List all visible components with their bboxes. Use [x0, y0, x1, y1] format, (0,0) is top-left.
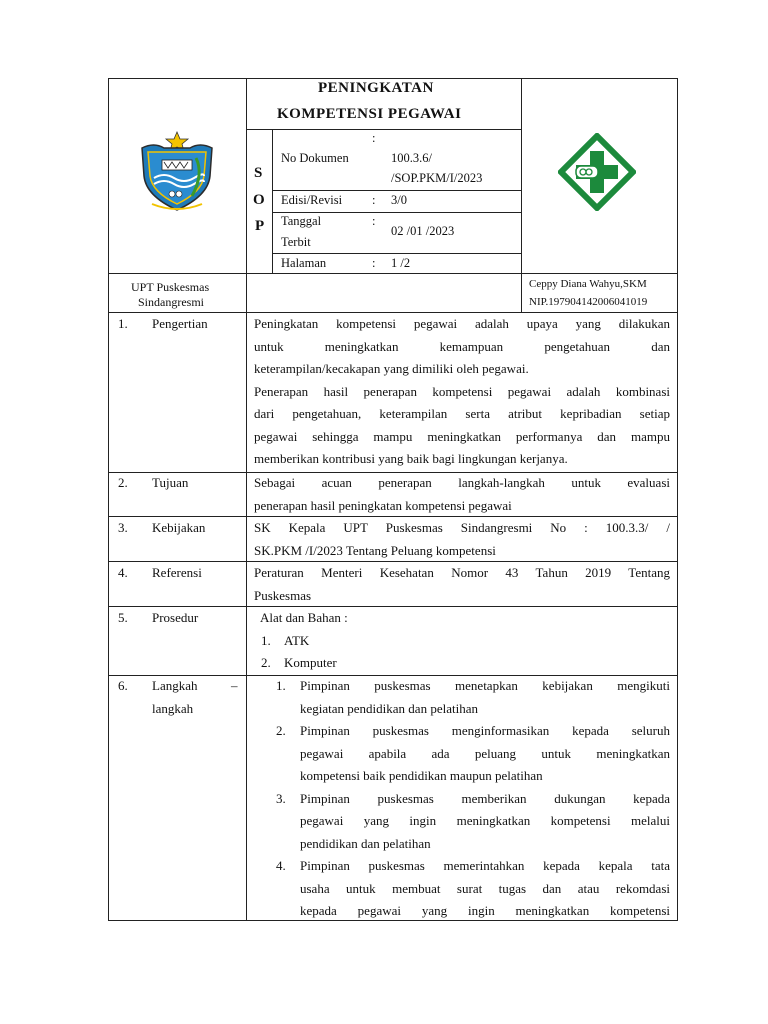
- text-line: Pimpinan puskesmas menetapkan kebijakan mengikuti: [300, 678, 670, 693]
- divider: [246, 78, 247, 921]
- divider: [521, 78, 522, 312]
- text-line: Sebagai acuan penerapan langkah-langkah untuk evaluasi: [254, 475, 670, 490]
- list-item-number: 2.: [261, 655, 271, 670]
- signer-name: Ceppy Diana Wahyu,SKM: [529, 278, 647, 290]
- divider: [272, 253, 522, 254]
- divider: [108, 273, 678, 274]
- section-label: Kebijakan: [152, 520, 206, 535]
- regional-emblem-logo: [134, 128, 220, 214]
- section-number: 6.: [118, 678, 128, 693]
- section-number: 5.: [118, 610, 128, 625]
- section-label: Tujuan: [152, 475, 189, 490]
- text-line: dari pengetahuan, keterampilan serta atribut kepribadian setiap: [254, 406, 670, 421]
- pengertian-text: [254, 313, 670, 471]
- no-dokumen-colon-top: :: [372, 131, 376, 145]
- halaman-label: Halaman: [281, 256, 327, 270]
- step-item: [274, 788, 670, 856]
- step-item: [274, 675, 670, 720]
- shield-emblem-icon: [134, 128, 220, 214]
- step-item: [274, 720, 670, 788]
- document-title-line2: KOMPETENSI PEGAWAI: [277, 106, 462, 122]
- tanggal-colon: :: [372, 214, 376, 228]
- signer-nip: NIP.197904142006041019: [529, 296, 648, 308]
- section-number: 4.: [118, 565, 128, 580]
- section-number: 3.: [118, 520, 128, 535]
- section-number: 1.: [118, 316, 128, 331]
- table-border-left: [108, 78, 109, 921]
- step-item: [274, 855, 670, 923]
- text-line: Peraturan Menteri Kesehatan Nomor 43 Tahun 2019 Tentang: [254, 565, 670, 580]
- text-line: keterampilan/kecakapan yang dimiliki oleh pegawai.: [254, 361, 529, 376]
- text-line: kompetensi baik pendidikan maupun pelatihan: [300, 768, 543, 783]
- section-label: Referensi: [152, 565, 202, 580]
- text-line: Peningkatan kompetensi pegawai adalah upaya yang dilakukan: [254, 316, 670, 331]
- text-line: Pimpinan puskesmas memerintahkan kepada kepala tata: [300, 858, 670, 873]
- sop-letter-o: O: [253, 192, 265, 208]
- langkah-steps: [274, 675, 670, 923]
- puskesmas-logo: [558, 133, 636, 211]
- text-line: SK.PKM /I/2023 Tentang Peluang kompetensi: [254, 542, 496, 558]
- puskesmas-cross-icon: [558, 133, 636, 211]
- text-line: untuk meningkatkan kemampuan pengetahuan dan: [254, 338, 670, 354]
- text-line: usaha untuk membuat surat tugas dan atau rekomdasi: [300, 880, 670, 896]
- no-dokumen-value-1: 100.3.6/: [391, 151, 432, 165]
- step-number: 2.: [276, 723, 286, 738]
- divider: [272, 190, 522, 191]
- section-label-line1: Langkah: [152, 678, 198, 693]
- text-line: penerapan hasil peningkatan kompetensi pegawai: [254, 497, 512, 513]
- halaman-value: 1 /2: [391, 256, 411, 270]
- edisi-value: 3/0: [391, 193, 407, 207]
- text-line: pendidikan dan pelatihan: [300, 835, 431, 851]
- tujuan-text: [254, 472, 670, 517]
- step-number: 1.: [276, 678, 286, 693]
- no-dokumen-value-2: /SOP.PKM/I/2023: [391, 171, 483, 185]
- step-number: 4.: [276, 858, 286, 873]
- text-line: pegawai yang ingin meningkatkan kompetensi melalui: [300, 813, 670, 828]
- document-title-line1: PENINGKATAN: [318, 80, 434, 96]
- text-line: pegawai apabila ada peluang untuk meningkatkan: [300, 745, 670, 761]
- org-name-line1: UPT Puskesmas: [131, 280, 210, 294]
- text-line: Pimpinan puskesmas memberikan dukungan kepada: [300, 790, 670, 806]
- section-number: 2.: [118, 475, 128, 490]
- text-line: Pimpinan puskesmas menginformasikan kepada seluruh: [300, 723, 670, 738]
- edisi-colon: :: [372, 193, 376, 207]
- tanggal-label-2: Terbit: [281, 235, 311, 249]
- divider: [246, 129, 522, 130]
- referensi-text: [254, 562, 670, 607]
- section-label-dash: –: [231, 678, 238, 693]
- text-line: kepada pegawai yang ingin meningkatkan kompetensi: [300, 903, 670, 918]
- sop-letter-s: S: [254, 165, 263, 181]
- text-line: Penerapan hasil penerapan kompetensi pegawai adalah kombinasi: [254, 383, 670, 399]
- halaman-colon: :: [372, 256, 376, 270]
- list-item: Komputer: [284, 655, 337, 670]
- section-label: Prosedur: [152, 610, 199, 625]
- divider: [272, 129, 273, 273]
- text-line: pegawai sehingga mampu meningkatkan performanya dan mampu: [254, 428, 670, 444]
- list-item: ATK: [284, 633, 310, 648]
- edisi-label: Edisi/Revisi: [281, 193, 343, 207]
- table-border-right: [677, 78, 678, 921]
- section-label: Pengertian: [152, 316, 208, 331]
- text-line: kegiatan pendidikan dan pelatihan: [300, 700, 478, 716]
- text-line: memberikan kontribusi yang baik bagi lingkungan kerjanya.: [254, 451, 568, 466]
- text-line: SK Kepala UPT Puskesmas Sindangresmi No : 100.3.3/ /: [254, 520, 670, 535]
- prosedur-intro: Alat dan Bahan :: [260, 610, 348, 625]
- text-line: Puskesmas: [254, 587, 312, 603]
- sop-letter-p: P: [255, 218, 265, 234]
- tanggal-value: 02 /01 /2023: [391, 224, 455, 238]
- section-label-line2: langkah: [152, 701, 194, 716]
- step-number: 3.: [276, 790, 286, 806]
- org-name-line2: Sindangresmi: [138, 295, 204, 309]
- list-item-number: 1.: [261, 633, 271, 648]
- no-dokumen-label: No Dokumen: [281, 151, 349, 165]
- tanggal-label-1: Tanggal: [281, 214, 322, 228]
- kebijakan-text: [254, 517, 670, 562]
